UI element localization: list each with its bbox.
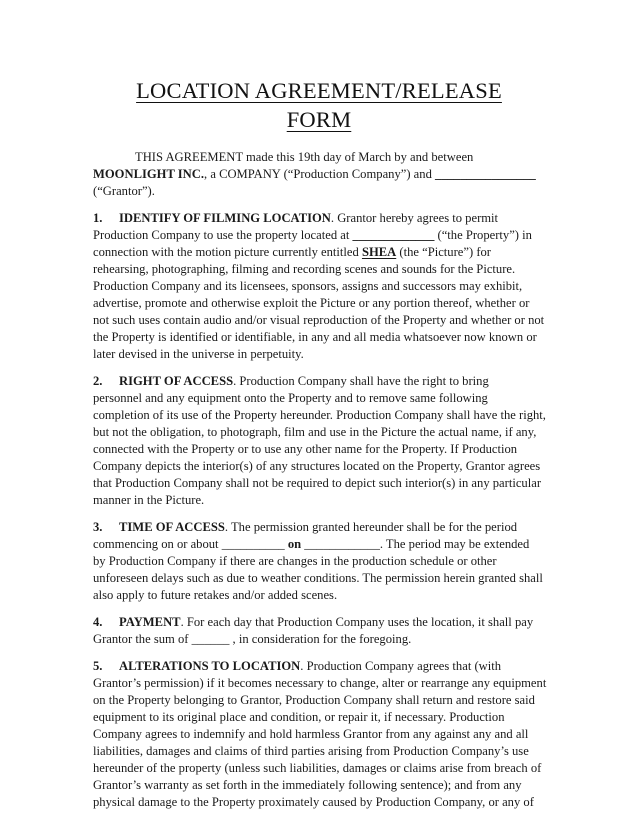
document-title-line-2: FORM [286,107,352,132]
section-4-line-2: Grantor the sum of ______ , in consideration for the foregoing. [93,632,412,646]
section-1-line-3: connection with the motion picture currently entitled SHEA (the “Picture”) for [93,245,492,259]
company-name: MOONLIGHT INC. [93,167,205,181]
section-4-heading: PAYMENT [119,615,181,629]
section-3-heading: TIME OF ACCESS [119,520,225,534]
section-1-heading-line: 1. IDENTIFY OF FILMING LOCATION. Grantor hereby agrees to permit [93,211,499,225]
section-1-line-8: the Property is identified or identifiable, in any and all media whatsoever now known or [93,330,537,344]
section-1-line-6: advertise, promote and otherwise exploit the Picture or any portion thereof, whether or [93,296,530,310]
section-5-heading-line: 5. ALTERATIONS TO LOCATION. Production Company agrees that (with [93,659,502,673]
section-5-heading: ALTERATIONS TO LOCATION [119,659,301,673]
section-5-line-4: equipment to its original place and condition, or repair it, if necessary. Production [93,710,505,724]
section-5-line-7: hereunder of the property (unless such liabilities, damages or claims arise from breach of [93,761,542,775]
section-5-line-6: liabilities, damages and claims of third parties arising from Production Company’s use [93,744,529,758]
section-1-heading: IDENTIFY OF FILMING LOCATION [119,211,331,225]
section-1-line-9: later devised in the universe in perpetuity. [93,347,304,361]
section-2-line-7: that Production Company shall not be required to depict such interior(s) in any particular [93,476,542,490]
section-5-line-3: on the Property belonging to Grantor, Production Company shall return and restore said [93,693,535,707]
section-3-line-3: by Production Company if there are changes in the production schedule or other [93,554,497,568]
picture-title: SHEA [361,245,397,259]
section-3-heading-line: 3. TIME OF ACCESS. The permission granted hereunder shall be for the period [93,520,518,534]
document-title-line-1: LOCATION AGREEMENT/RELEASE [136,78,502,103]
intro-line-2: MOONLIGHT INC., a COMPANY (“Production Company”) and ________________ [93,167,536,181]
section-3-line-2: commencing on or about __________ on ____________. The period may be extended [93,537,530,551]
grantor-blank: ________________ [435,167,536,181]
section-1-line-5: Production Company and its licensees, sponsors, assigns and successors may exhibit, [93,279,523,293]
section-5-line-5: Company agrees to indemnify and hold harmless Grantor from any against any and all [93,727,529,741]
intro-line-3: (“Grantor”). [93,184,155,198]
section-2-line-3: completion of its use of the Property hereunder. Production Company shall have the right, [93,408,546,422]
section-2-heading-line: 2. RIGHT OF ACCESS. Production Company shall have the right to bring [93,374,489,388]
section-1-line-2: Production Company to use the property located at _____________ (“the Property”) in [93,228,532,242]
section-5-line-8: Grantor’s warranty as set forth in the immediately following sentence); and from any [93,778,522,792]
section-5-line-2: Grantor’s permission) if it becomes necessary to change, alter or rearrange any equipment [93,676,547,690]
intro-line-1: THIS AGREEMENT made this 19th day of March by and between [135,150,474,164]
section-2-line-4: but not the obligation, to photograph, film and use in the Picture the actual name, if any, [93,425,537,439]
section-2-line-5: connected with the Property or to use any other name for the Property. If Production [93,442,518,456]
section-2-line-8: manner in the Picture. [93,493,205,507]
section-5-line-9: physical damage to the Property proximately caused by Production Company, or any of [93,795,534,809]
section-2-line-2: personnel and any equipment onto the Property and to remove same following [93,391,488,405]
section-4-heading-line: 4. PAYMENT. For each day that Production Company uses the location, it shall pay [93,615,534,629]
section-1-line-7: not such uses contain audio and/or visual reproduction of the Property and whether or not [93,313,545,327]
section-2-line-6: Company depicts the interior(s) of any structures located on the Property, Grantor agrees [93,459,541,473]
section-2-heading: RIGHT OF ACCESS [119,374,234,388]
section-3-line-4: unforeseen delays such as due to weather conditions. The permission herein granted shall [93,571,543,585]
section-1-line-4: rehearsing, photographing, filming and recording scenes and sounds for the Picture. [93,262,516,276]
section-3-line-5: also apply to future retakes and/or added scenes. [93,588,338,602]
